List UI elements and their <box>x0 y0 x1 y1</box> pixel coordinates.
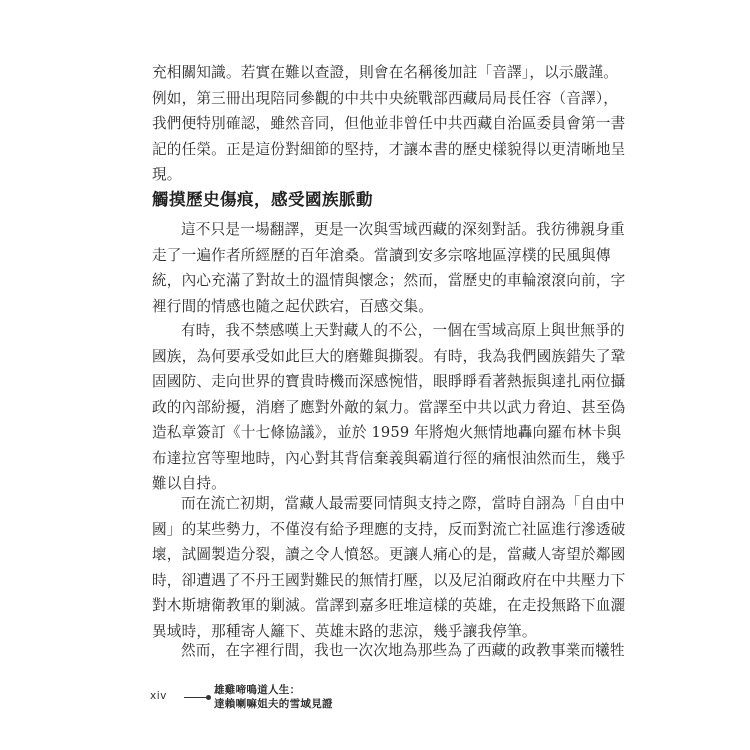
paragraph-2 <box>152 318 626 497</box>
running-title <box>214 683 333 711</box>
text-line: 造私章簽訂《十七條協議》，並於 1959 年將炮火無情地轟向羅布林卡與 <box>152 424 622 441</box>
text-line: 壞，試圖製造分裂，讀之令人憤怒。更讓人痛心的是，當藏人寄望於鄰國 <box>152 546 626 563</box>
text-line: 有時，我不禁感嘆上天對藏人的不公，一個在雪域高原上與世無爭的 <box>181 322 625 339</box>
page-number: xiv <box>150 690 167 702</box>
text-line: 而在流亡初期，當藏人最需要同情與支持之際，當時自詡為「自由中 <box>181 495 625 512</box>
text-line: 例如，第三冊出現陪同參觀的中共中央統戰部西藏局局長任容（音譯）， <box>152 89 619 107</box>
text-line: 然而，在字裡行間，我也一次次地為那些為了西藏的政教事業而犧牲 <box>181 642 625 659</box>
section-heading: 觸摸歷史傷痕，感受國族脈動 <box>152 190 373 209</box>
running-title-line-2: 達賴喇嘛姐夫的雪域見證 <box>214 698 333 710</box>
text-line: 統，內心充滿了對故土的溫情與懷念；然而，當歷史的車輪滾滾向前，字 <box>152 272 626 289</box>
text-line: 這不只是一場翻譯，更是一次與雪域西藏的深刻對話。我彷彿親身重 <box>181 221 625 238</box>
text-line: 對木斯塘衛教軍的剿滅。當譯到嘉多旺堆這樣的英雄，在走投無路下血灑 <box>152 597 626 614</box>
text-line: 記的任榮。正是這份對細節的堅持，才讓本書的歷史樣貌得以更清晰地呈 <box>152 140 626 158</box>
paragraph-3 <box>152 491 626 644</box>
text-line: 走了一遍作者所經歷的百年滄桑。當讀到安多宗喀地區淳樸的民風與傳 <box>152 246 611 264</box>
text-line: 裡行間的情感也隨之起伏跌宕，百感交集。 <box>152 297 434 315</box>
text-line: 國」的某些勢力，不僅沒有給予理應的支持，反而對流亡社區進行滲透破 <box>152 520 626 538</box>
text-line: 固國防、走向世界的寶貴時機而深感惋惜，眼睜睜看著熱振與達扎兩位攝 <box>152 373 626 390</box>
paragraph-1 <box>152 217 626 319</box>
text-line: 我們便特別確認，雖然音同，但他並非曾任中共西藏自治區委員會第一書 <box>152 115 626 132</box>
text-line: 難以自持。 <box>152 475 226 492</box>
footer-rule <box>184 697 206 698</box>
paragraph-4 <box>152 638 625 664</box>
text-line: 時，卻遭遇了不丹王國對難民的無情打壓，以及尼泊爾政府在中共壓力下 <box>152 571 626 589</box>
text-line: 國族，為何要承受如此巨大的磨難與撕裂。有時，我為我們國族錯失了鞏 <box>152 347 626 365</box>
running-title-line-1: 雄雞啼鳴道人生： <box>214 684 301 696</box>
text-line: 現。 <box>152 166 182 183</box>
intro-paragraph <box>152 60 626 188</box>
text-line: 布達拉宮等聖地時，內心對其背信棄義與霸道行徑的痛恨油然而生，幾乎 <box>152 449 626 467</box>
text-line: 政的內部紛擾，消磨了應對外敵的氣力。當譯至中共以武力脅迫、甚至偽 <box>152 398 626 416</box>
footer-dot <box>206 695 211 700</box>
text-line: 異域時，那種寄人籬下、英雄末路的悲涼，幾乎讓我停筆。 <box>152 622 537 640</box>
text-line: 充相關知識。若實在難以查證，則會在名稱後加註「音譯」，以示嚴謹。 <box>152 64 619 81</box>
